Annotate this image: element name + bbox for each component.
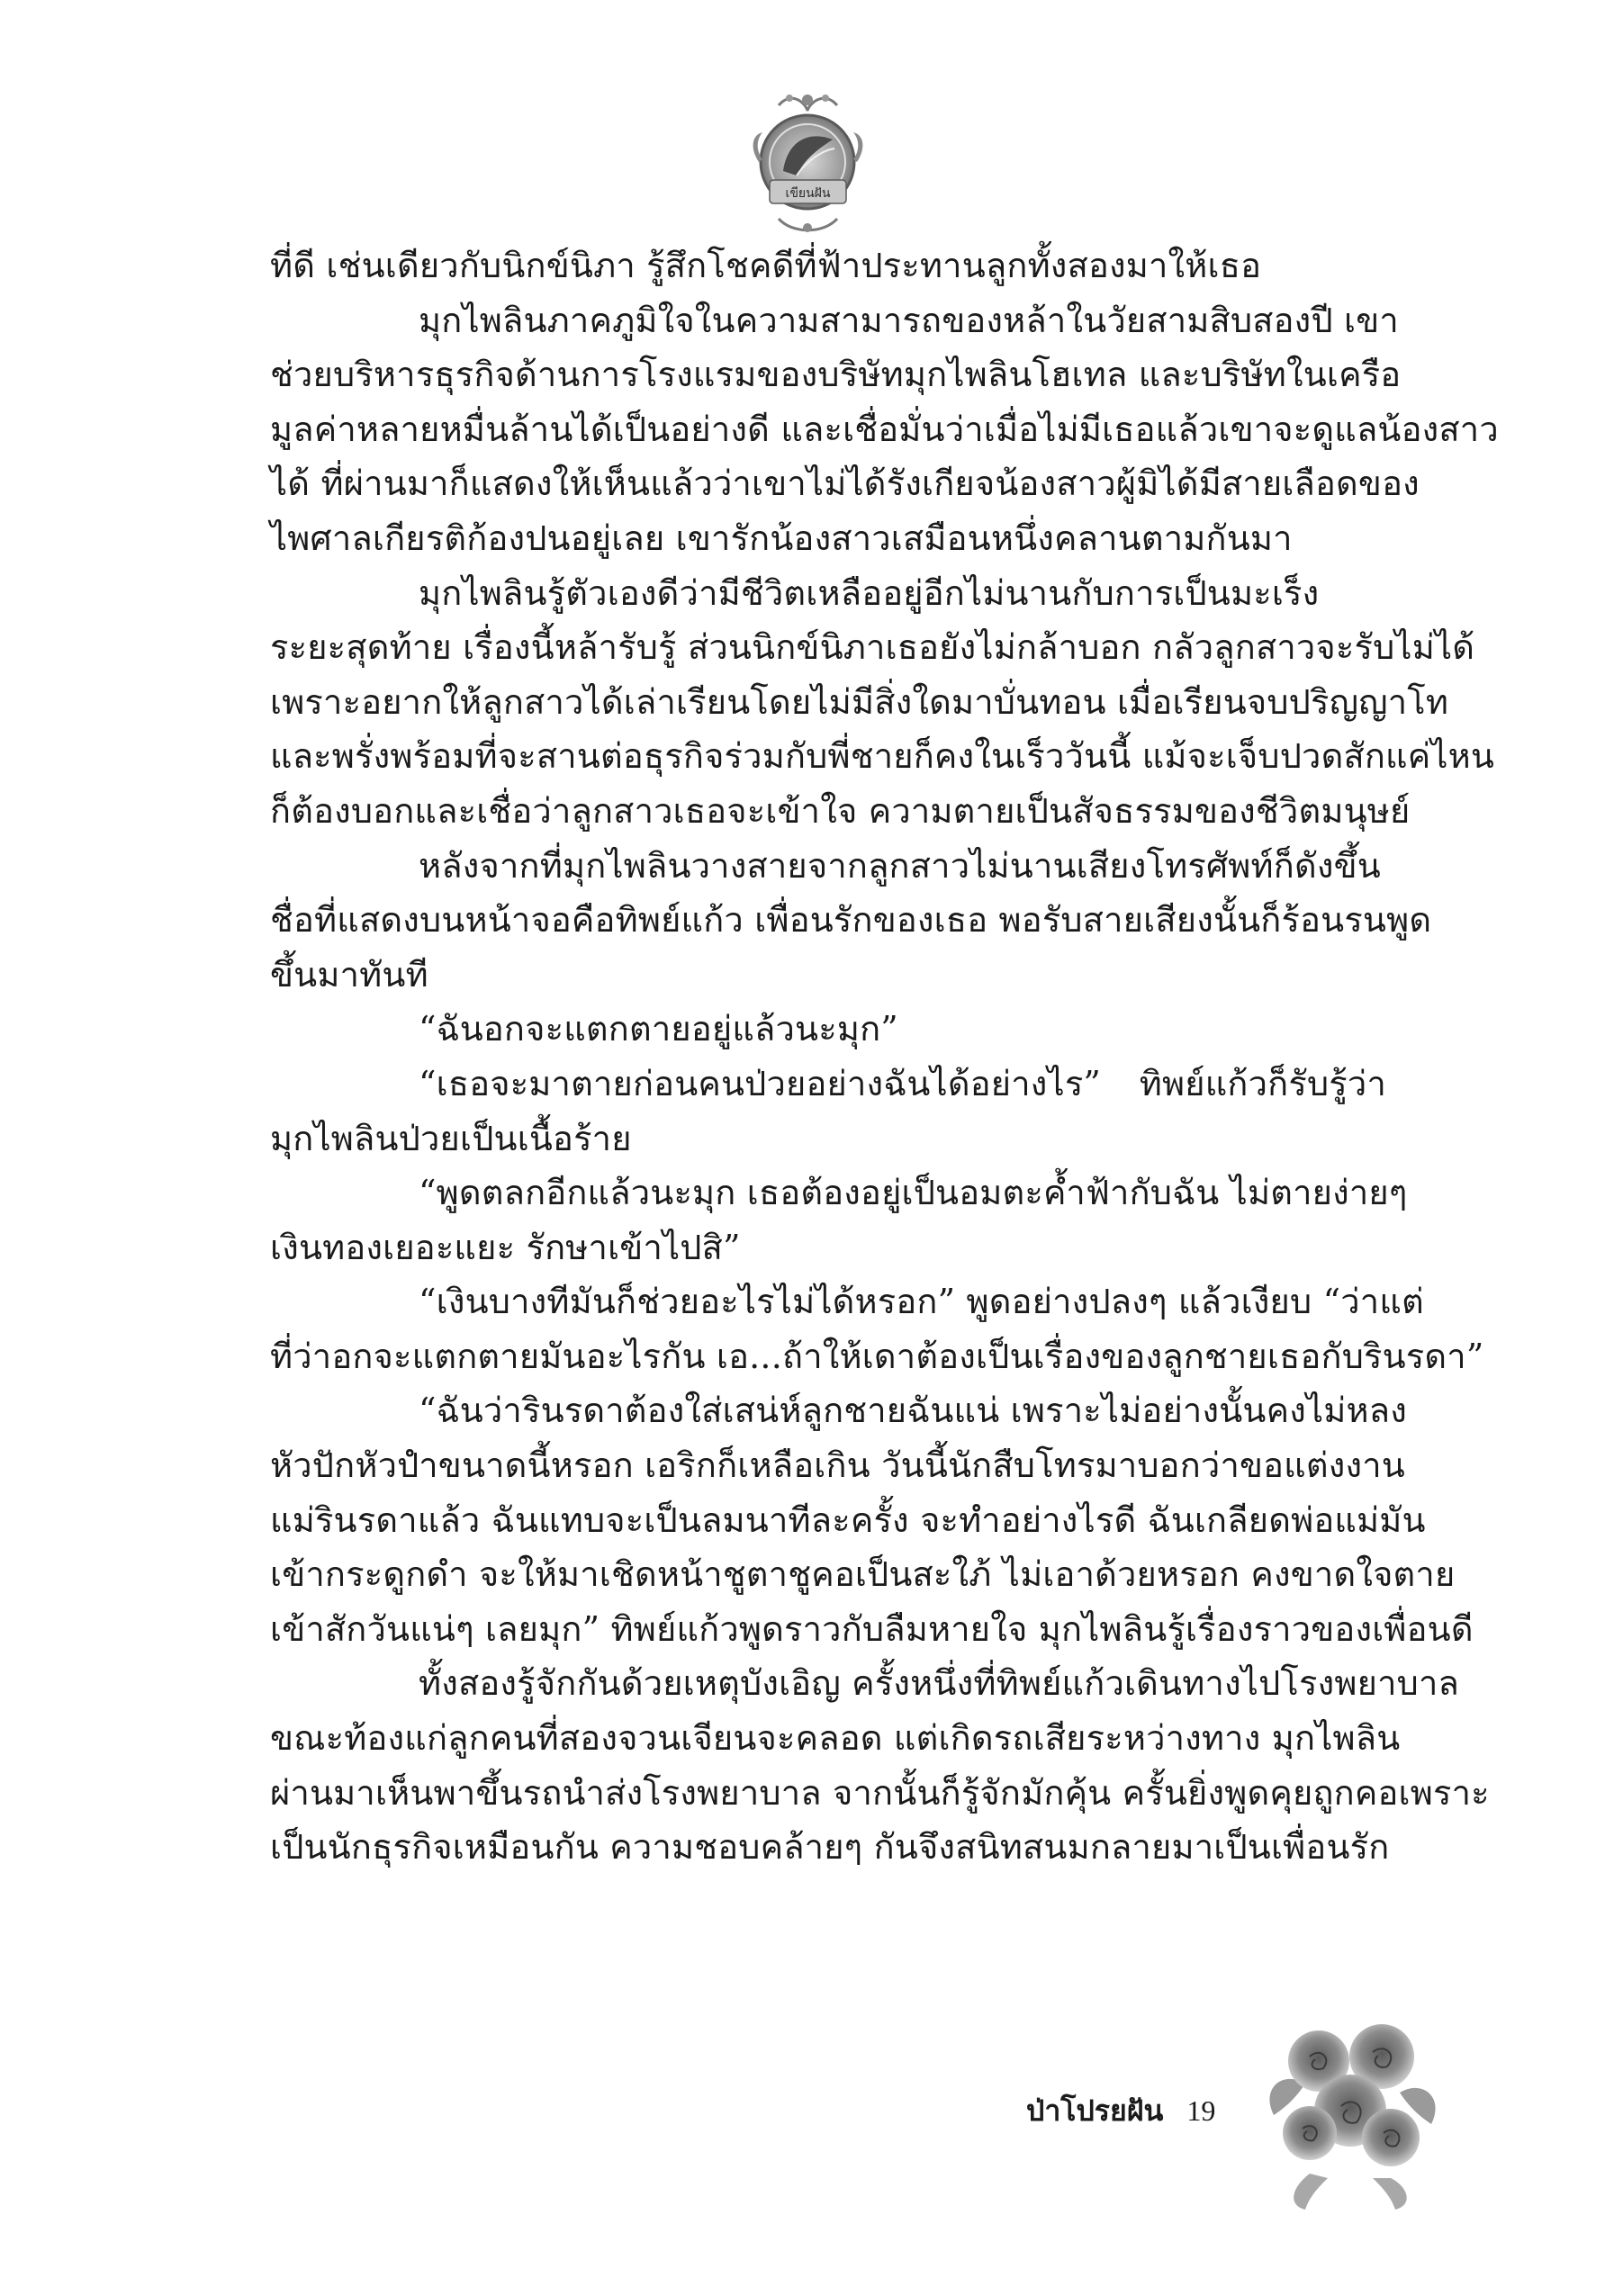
text-line: ที่ว่าอกจะแตกตายมันอะไรกัน เอ...ถ้าให้เดาต้องเป็นเรื่องของลูกชายเธอกับรินรดา” xyxy=(270,1336,1484,1376)
text-line: หัวปักหัวปำขนาดนี้หรอก เอริกก็เหลือเกิน วันนี้นักสืบโทรมาบอกว่าขอแต่งงาน xyxy=(270,1445,1405,1486)
book-title: ป่าโปรยฝัน xyxy=(1026,2093,1164,2128)
text-line: ก็ต้องบอกและเชื่อว่าลูกสาวเธอจะเข้าใจ ความตายเป็นสัจธรรมของชีวิตมนุษย์ xyxy=(270,790,1411,831)
text-line: ชื่อที่แสดงบนหน้าจอคือทิพย์แก้ว เพื่อนรักของเธอ พอรับสายเสียงนั้นก็ร้อนรนพูด xyxy=(270,900,1432,941)
text-line: หลังจากที่มุกไพลินวางสายจากลูกสาวไม่นานเสียงโทรศัพท์ก็ดังขึ้น xyxy=(419,845,1381,886)
text-line: ขึ้นมาทันที xyxy=(270,954,428,995)
text-line: และพรั่งพร้อมที่จะสานต่อธุรกิจร่วมกับพี่ชายก็คงในเร็ววันนี้ แม้จะเจ็บปวดสักแค่ไหน xyxy=(270,736,1495,777)
text-line: ไพศาลเกียรติก้องปนอยู่เลย เขารักน้องสาวเสมือนหนึ่งคลานตามกันมา xyxy=(270,518,1293,558)
text-line: “พูดตลกอีกแล้วนะมุก เธอต้องอยู่เป็นอมตะค้ำฟ้ากับฉัน ไม่ตายง่ายๆ xyxy=(419,1173,1408,1213)
text-line: แม่รินรดาแล้ว ฉันแทบจะเป็นลมนาทีละครั้ง จะทำอย่างไรดี ฉันเกลียดพ่อแม่มัน xyxy=(270,1499,1426,1540)
text-line: ได้ ที่ผ่านมาก็แสดงให้เห็นแล้วว่าเขาไม่ได้รังเกียจน้องสาวผู้มิได้มีสายเลือดของ xyxy=(270,464,1420,504)
text-line: “เธอจะมาตายก่อนคนป่วยอย่างฉันได้อย่างไร” ทิพย์แก้วก็รับรู้ว่า xyxy=(419,1063,1386,1103)
page-number: 19 xyxy=(1186,2094,1216,2127)
svg-text:เขียนฝัน: เขียนฝัน xyxy=(785,186,831,201)
text-line: ช่วยบริหารธุรกิจด้านการโรงแรมของบริษัทมุกไพลินโฮเทล และบริษัทในเครือ xyxy=(270,355,1402,395)
text-line: “เงินบางทีมันก็ช่วยอะไรไม่ได้หรอก” พูดอย่างปลงๆ แล้วเงียบ “ว่าแต่ xyxy=(419,1282,1424,1322)
text-line: เพราะอยากให้ลูกสาวได้เล่าเรียนโดยไม่มีสิ่งใดมาบั่นทอน เมื่อเรียนจบปริญญาโท xyxy=(270,681,1449,722)
text-line: เข้ากระดูกดำ จะให้มาเชิดหน้าชูตาชูคอเป็นสะใภ้ ไม่เอาด้วยหรอก คงขาดใจตาย xyxy=(270,1554,1456,1595)
ornamental-emblem-icon xyxy=(743,86,873,239)
text-line: “ฉันว่ารินรดาต้องใส่เสน่ห์ลูกชายฉันแน่ เพราะไม่อย่างนั้นคงไม่หลง xyxy=(419,1391,1407,1431)
text-line: ทั้งสองรู้จักกันด้วยเหตุบังเอิญ ครั้งหนึ่งที่ทิพย์แก้วเดินทางไปโรงพยาบาล xyxy=(419,1663,1459,1704)
text-line: เป็นนักธุรกิจเหมือนกัน ความชอบคล้ายๆ กันจึงสนิทสนมกลายมาเป็นเพื่อนรัก xyxy=(270,1827,1390,1868)
text-line: ขณะท้องแก่ลูกคนที่สองจวนเจียนจะคลอด แต่เกิดรถเสียระหว่างทาง มุกไพลิน xyxy=(270,1718,1401,1759)
text-line: เงินทองเยอะแยะ รักษาเข้าไปสิ” xyxy=(270,1227,741,1267)
text-line: เข้าสักวันแน่ๆ เลยมุก” ทิพย์แก้วพูดราวกับลืมหายใจ มุกไพลินรู้เรื่องราวของเพื่อนดี xyxy=(270,1608,1474,1649)
text-line: มูลค่าหลายหมื่นล้านได้เป็นอย่างดี และเชื่อมั่นว่าเมื่อไม่มีเธอแล้วเขาจะดูแลน้องสาว xyxy=(270,409,1499,449)
text-line: ที่ดี เช่นเดียวกับนิกข์นิภา รู้สึกโชคดีที่ฟ้าประทานลูกทั้งสองมาให้เธอ xyxy=(270,246,1262,285)
text-line: มุกไพลินรู้ตัวเองดีว่ามีชีวิตเหลืออยู่อีกไม่นานกับการเป็นมะเร็ง xyxy=(419,572,1320,613)
text-line: ผ่านมาเห็นพาขึ้นรถนำส่งโรงพยาบาล จากนั้นก็รู้จักมักคุ้น ครั้นยิ่งพูดคุยถูกคอเพราะ xyxy=(270,1772,1490,1813)
page-footer xyxy=(1026,2084,1215,2138)
rose-bouquet-icon xyxy=(1256,2007,1449,2214)
text-line: มุกไพลินป่วยเป็นเนื้อร้าย xyxy=(270,1118,632,1158)
text-line: ระยะสุดท้าย เรื่องนี้หล้ารับรู้ ส่วนนิกข์นิภาเธอยังไม่กล้าบอก กลัวลูกสาวจะรับไม่ได้ xyxy=(270,627,1475,668)
story-body xyxy=(270,239,1499,1875)
text-line: มุกไพลินภาคภูมิใจในความสามารถของหล้าในวัยสามสิบสองปี เขา xyxy=(419,300,1399,340)
text-line: “ฉันอกจะแตกตายอยู่แล้วนะมุก” xyxy=(419,1009,898,1049)
